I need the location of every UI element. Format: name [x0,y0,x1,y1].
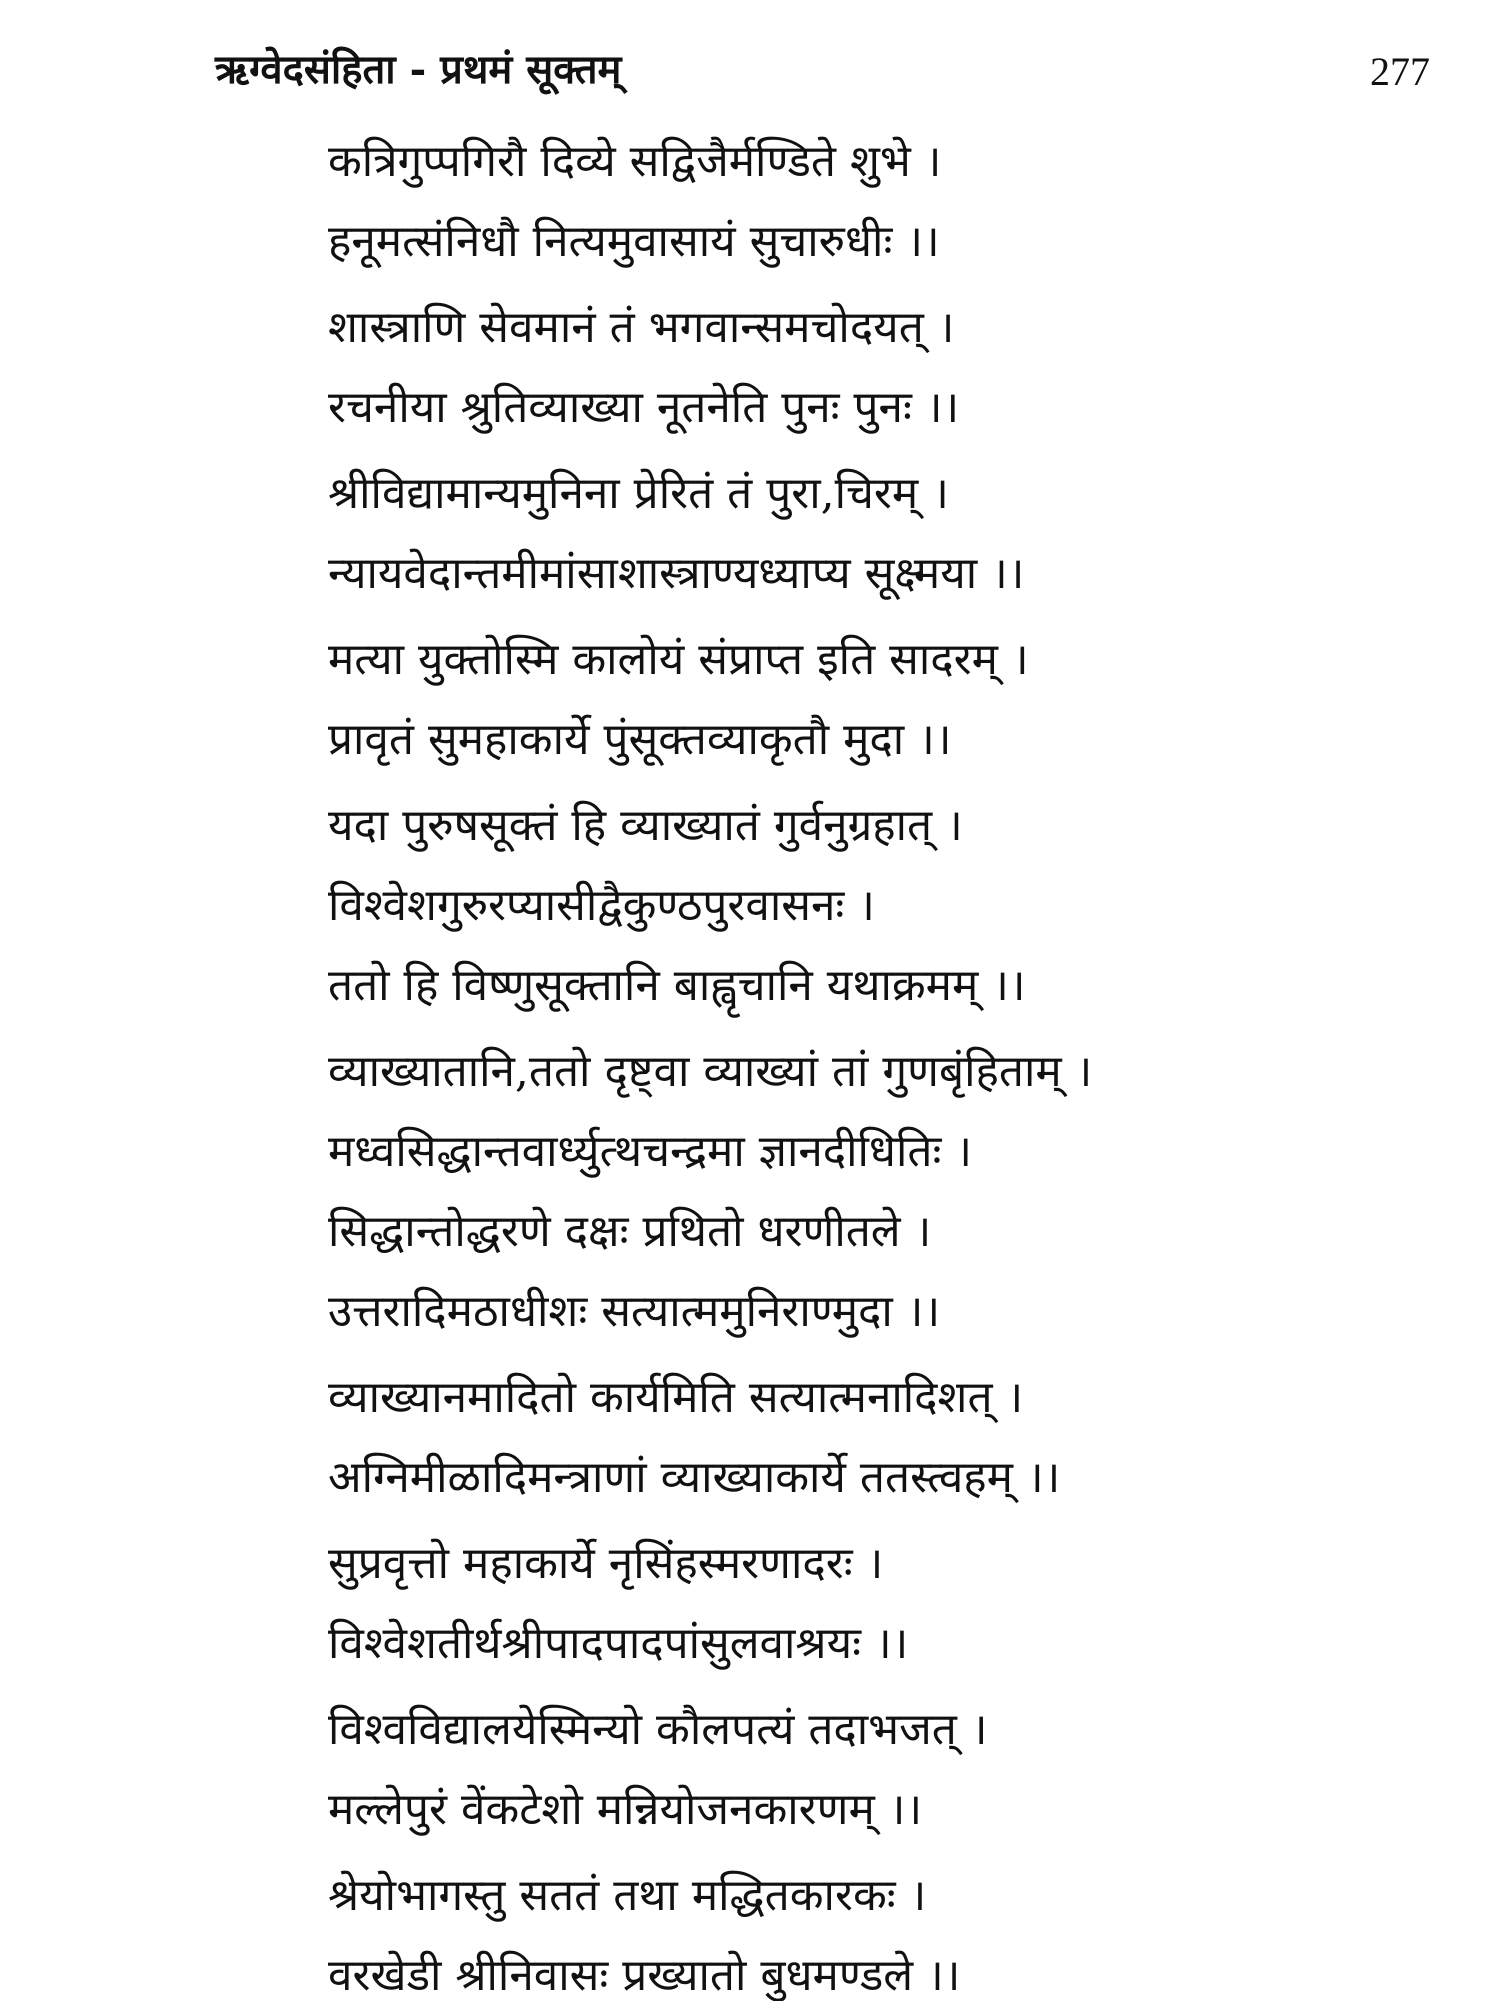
running-title: ऋग्वेदसंहिता - प्रथमं सूक्तम् [215,46,622,93]
verse-line: विश्वविद्यालयेस्मिन्यो कौलपत्यं तदाभजत् । [328,1704,988,1755]
verse-line: व्याख्यातानि,ततो दृष्ट्वा व्याख्यां तां गुणबृंहिताम् । [328,1046,1093,1097]
verse-line: श्रीविद्यामान्यमुनिना प्रेरितं तं पुरा,चिरम् । [328,468,949,519]
page-number: 277 [1370,49,1430,94]
verse-line: प्रावृतं सुमहाकार्ये पुंसूक्तव्याकृतौ मुदा ।। [328,714,952,765]
verse-line: विश्वेशतीर्थश्रीपादपादपांसुलवाश्रयः ।। [328,1618,909,1669]
verse-line: विश्वेशगुरुरप्यासीद्वैकुण्ठपुरवासनः । [328,880,875,931]
verse-line: मध्वसिद्धान्तवार्ध्युत्थचन्द्रमा ज्ञानदीधितिः । [328,1126,973,1177]
verse-line: व्याख्यानमादितो कार्यमिति सत्यात्मनादिशत् । [328,1372,1024,1423]
verse-line: उत्तरादिमठाधीशः सत्यात्ममुनिराण्मुदा ।। [328,1286,941,1337]
verse-line: यदा पुरुषसूक्तं हि व्याख्यातं गुर्वनुग्रहात् । [328,800,963,851]
verse-line: रचनीया श्रुतिव्याख्या नूतनेति पुनः पुनः ।। [328,382,960,433]
verse-line: ततो हि विष्णुसूक्तानि बाह्वृचानि यथाक्रमम् ।। [328,960,1026,1011]
verse-block [328,136,1448,2001]
verse-line: मत्या युक्तोस्मि कालोयं संप्राप्त इति सादरम् । [328,634,1029,685]
verse-line: अग्निमीळादिमन्त्राणां व्याख्याकार्ये ततस्त्वहम् ।। [328,1452,1061,1503]
verse-line: सिद्धान्तोद्धरणे दक्षः प्रथितो धरणीतले । [328,1206,932,1257]
verse-line: सुप्रवृत्तो महाकार्ये नृसिंहस्मरणादरः । [328,1538,884,1589]
verse-line: कत्रिगुप्पगिरौ दिव्ये सद्विजैर्मण्डिते शुभे । [328,136,942,187]
verse-line: श्रेयोभागस्तु सततं तथा मद्धितकारकः । [328,1870,927,1921]
verse-line: वरखेडी श्रीनिवासः प्रख्यातो बुधमण्डले ।। [328,1950,961,2001]
verse-line: शास्त्राणि सेवमानं तं भगवान्समचोदयत् । [328,302,955,353]
verse-line: न्यायवेदान्तमीमांसाशास्त्राण्यध्याप्य सूक्ष्मया ।। [328,548,1025,599]
verse-line: हनूमत्संनिधौ नित्यमुवासायं सुचारुधीः ।। [328,216,940,267]
verse-line: मल्लेपुरं वेंकटेशो मन्नियोजनकारणम् ।। [328,1784,923,1835]
